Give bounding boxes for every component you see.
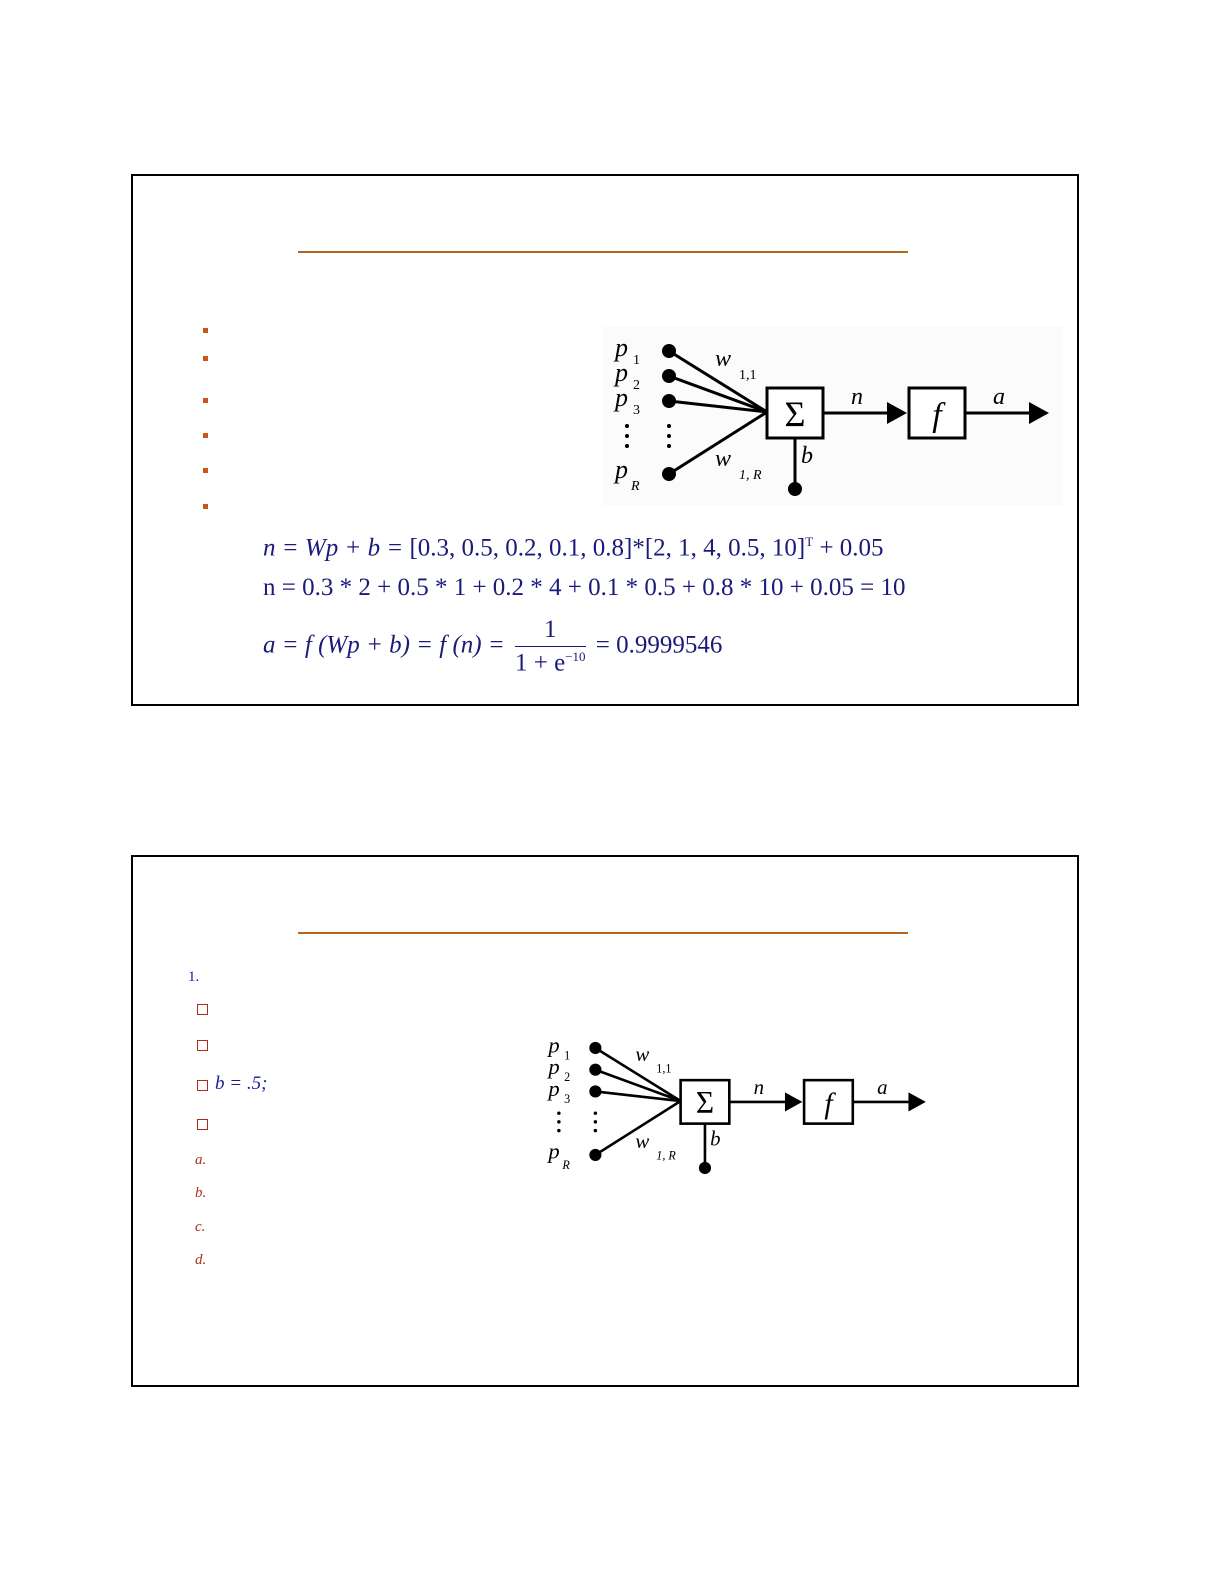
output-label: a: [877, 1075, 888, 1100]
eq3-fraction: [515, 616, 586, 677]
equation-line-1: [263, 534, 884, 562]
bullet-marker: [203, 433, 208, 438]
net-label: n: [753, 1075, 765, 1100]
bullet-marker: [203, 504, 208, 509]
weight-bottom-label: w: [715, 446, 732, 472]
eq1-transpose: T: [805, 534, 814, 549]
checkbox-marker: [197, 1040, 208, 1051]
weight-top-sub: 1,1: [656, 1061, 672, 1076]
weight-top-label: w: [635, 1042, 650, 1067]
eq3-denominator: [515, 647, 586, 677]
title-underline: [298, 932, 908, 934]
slide-2: [131, 855, 1079, 1387]
sub-item-c: c.: [195, 1219, 206, 1235]
input-label-p2: p: [615, 358, 628, 387]
eq2-text: n = 0.3 * 2 + 0.5 * 1 + 0.2 * 4 + 0.1 * 0.5 + 0.8 * 10 + 0.05 = 10: [263, 574, 906, 601]
numbered-item-1: 1.: [188, 969, 200, 985]
eq1-weights: [0.3, 0.5, 0.2, 0.1, 0.8]: [409, 534, 633, 562]
weight-bottom-sub: 1, R: [656, 1148, 676, 1163]
transfer-label: f: [932, 397, 942, 434]
input-sub-1: 1: [564, 1048, 571, 1063]
transfer-label: f: [824, 1088, 833, 1121]
neuron-diagram: [538, 1012, 938, 1197]
sub-item-d: d.: [195, 1252, 207, 1268]
checkbox-marker: [197, 1004, 208, 1015]
input-label-p1: p: [615, 333, 628, 362]
bullet-marker: [203, 398, 208, 403]
bullet-marker: [203, 468, 208, 473]
sub-item-a: a.: [195, 1152, 207, 1168]
bias-node: [699, 1162, 711, 1174]
eq1-star: *: [632, 534, 645, 562]
eq3-numerator: 1: [515, 616, 586, 647]
sub-item-b: b.: [195, 1185, 207, 1201]
sum-symbol: Σ: [784, 394, 806, 434]
input-sub-2: 2: [633, 378, 640, 393]
eq3-lhs: a = f (Wp + b) = f (n) =: [263, 631, 511, 659]
input-label-p2: p: [548, 1054, 560, 1080]
net-label: n: [851, 384, 863, 410]
input-sub-2: 2: [564, 1070, 571, 1085]
weight-top-label: w: [715, 346, 732, 372]
sum-symbol: Σ: [695, 1085, 715, 1121]
checkbox-marker: [197, 1080, 208, 1091]
equation-line-2: [263, 574, 905, 602]
eq1-lhs: n = Wp + b =: [263, 534, 410, 562]
input-label-p1: p: [548, 1032, 560, 1058]
bullet-marker: [203, 356, 208, 361]
output-label: a: [993, 384, 1005, 410]
input-sub-3: 3: [633, 403, 640, 418]
input-label-pR: p: [548, 1138, 560, 1164]
slide-1: [131, 174, 1079, 706]
eq3-den-exp: −10: [565, 649, 586, 664]
input-sub-3: 3: [564, 1091, 571, 1106]
weight-top-sub: 1,1: [739, 368, 757, 383]
bias-label: b: [801, 443, 813, 469]
eq1-tail: + 0.05: [813, 534, 884, 562]
eq3-den-base: 1 + e: [515, 649, 566, 677]
input-sub-R: R: [631, 479, 640, 494]
weight-bottom-label: w: [635, 1128, 650, 1153]
weight-bottom-sub: 1, R: [739, 468, 762, 483]
input-label-p3: p: [548, 1075, 560, 1101]
equation-line-3: [263, 616, 722, 677]
eq3-rhs: = 0.9999546: [589, 631, 723, 659]
checkbox-marker: [197, 1119, 208, 1130]
bias-node: [788, 482, 802, 496]
input-sub-R: R: [562, 1157, 570, 1172]
neuron-diagram: [603, 326, 1063, 506]
bias-value-text: b = .5;: [215, 1073, 268, 1094]
eq1-inputs: [2, 1, 4, 0.5, 10]: [644, 534, 806, 562]
input-label-pR: p: [615, 455, 628, 484]
bias-label: b: [710, 1126, 721, 1151]
input-sub-1: 1: [633, 353, 640, 368]
input-label-p3: p: [615, 383, 628, 412]
bullet-marker: [203, 328, 208, 333]
title-underline: [298, 251, 908, 253]
